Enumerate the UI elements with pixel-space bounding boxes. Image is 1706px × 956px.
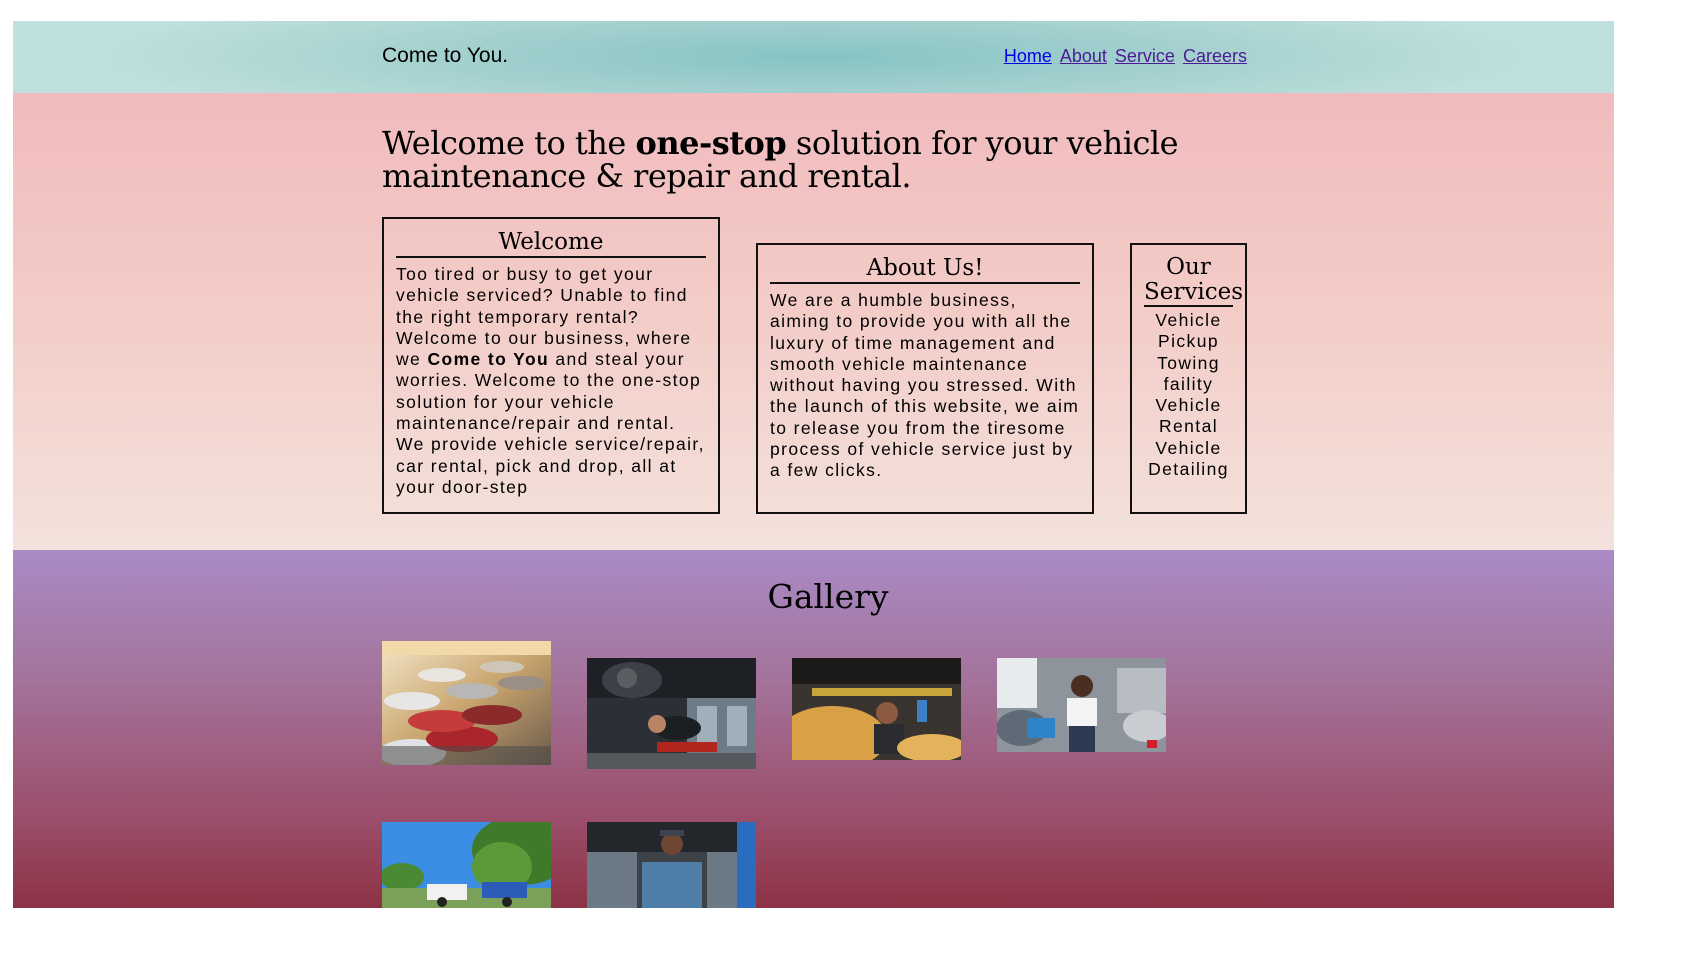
brand-logo-text[interactable]: Come to You.: [382, 44, 509, 67]
welcome-card-title: Welcome: [396, 229, 706, 258]
about-card-title: About Us!: [770, 255, 1080, 284]
hero-headline: [382, 124, 1242, 195]
gallery-photo-tow-truck[interactable]: [382, 822, 551, 908]
service-item: faility: [1163, 373, 1214, 394]
service-item: Detailing: [1148, 459, 1229, 480]
service-item: Vehicle: [1155, 395, 1222, 416]
welcome-text-end: and steal your worries. Welcome to the one-stop solution for your vehicle maintenance/repair and rental. We provide vehicle service/repair, car rental, pick and drop, all at your door-step: [396, 349, 705, 497]
welcome-text-start: Too tired or busy to get your vehicle serviced? Unable to find the right temporary rental? Welcome to our business, where we: [396, 264, 692, 370]
service-item: Rental: [1159, 416, 1218, 437]
gallery-section: [13, 550, 1614, 908]
gallery-photo-female-mechanic[interactable]: [997, 658, 1166, 752]
service-item: Towing: [1157, 352, 1220, 373]
gallery-photo-mechanic-portrait[interactable]: [587, 822, 756, 908]
services-card-title: [1144, 254, 1244, 307]
headline-text-end: solution for your vehicle maintenance & repair and rental.: [382, 124, 1179, 195]
about-card: [756, 243, 1094, 514]
gallery-photo-mechanic-inspection[interactable]: [792, 658, 961, 760]
hero-section: [13, 93, 1614, 550]
services-title-line1: Our: [1166, 254, 1211, 280]
page-frame: [13, 21, 1614, 908]
welcome-card: [382, 217, 720, 514]
headline-emphasis: one-stop: [635, 124, 787, 162]
welcome-card-text: [396, 264, 706, 498]
site-header: [13, 21, 1614, 93]
nav-service-link[interactable]: Service: [1114, 46, 1175, 66]
services-title-line2: Services: [1144, 279, 1244, 305]
service-item: Vehicle: [1155, 310, 1222, 330]
services-card: [1130, 243, 1247, 514]
about-card-text: We are a humble business, aiming to provide you with all the luxury of time management and smooth vehicle maintenance without having you stressed. With the launch of this website, we aim to release you from the tiresome process of vehicle service just by a few clicks.: [770, 290, 1080, 481]
service-item: Pickup: [1158, 331, 1219, 352]
services-list: [1144, 310, 1233, 480]
nav-home-link[interactable]: Home: [1003, 46, 1052, 66]
nav-about-link[interactable]: About: [1059, 46, 1107, 66]
gallery-title: Gallery: [767, 577, 889, 616]
service-item: Vehicle: [1155, 437, 1222, 458]
headline-text-start: Welcome to the: [382, 124, 636, 162]
main-nav: [1001, 46, 1247, 67]
gallery-photo-parked-cars[interactable]: [382, 641, 551, 765]
gallery-photo-mechanic-under-car[interactable]: [587, 658, 756, 769]
welcome-text-emphasis: Come to You: [427, 349, 550, 370]
nav-careers-link[interactable]: Careers: [1182, 46, 1247, 66]
